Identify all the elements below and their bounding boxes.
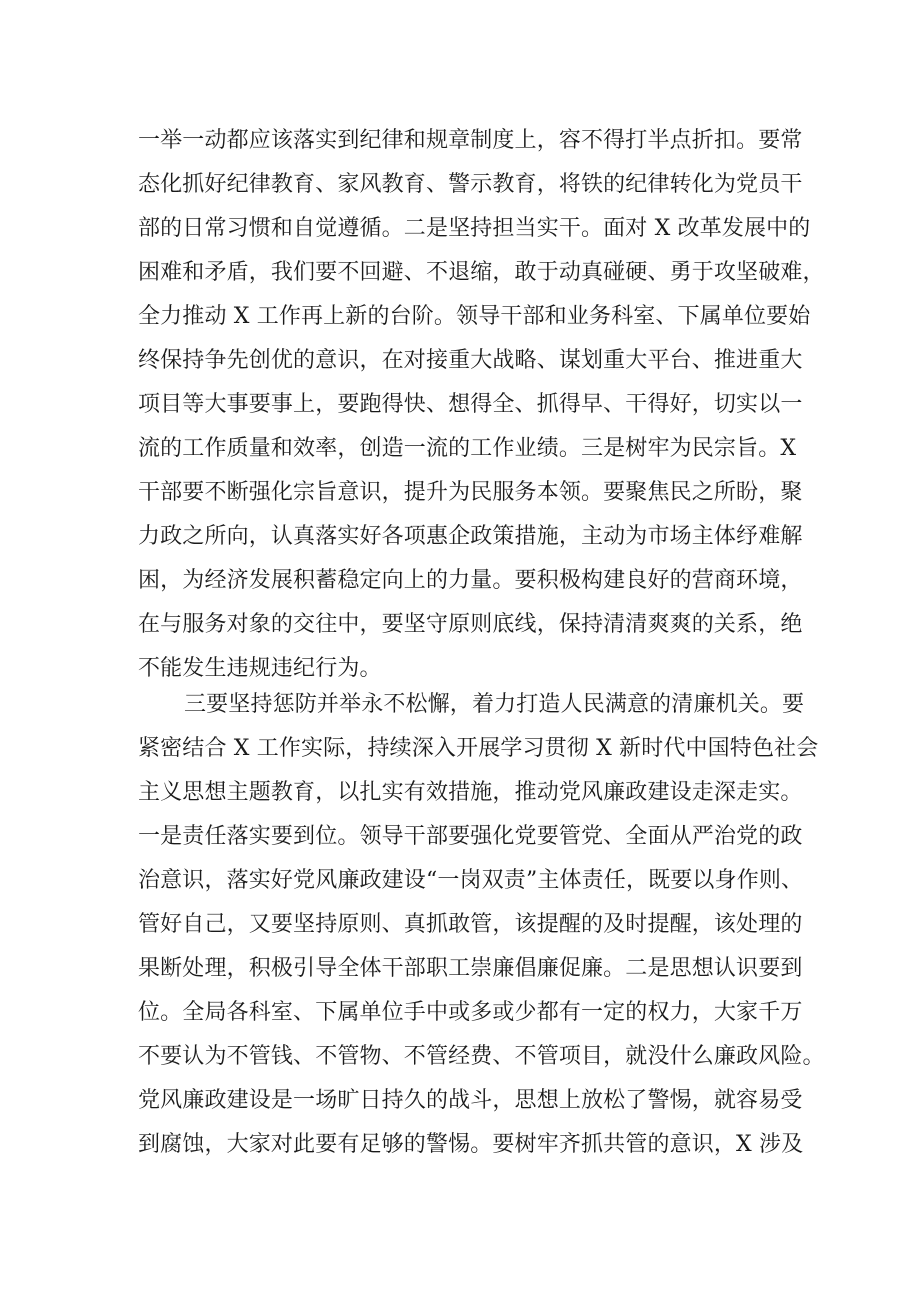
text-line: 到腐蚀，大家对此要有足够的警惕。要树牢齐抓共管的意识，X 涉及 [138,1132,804,1157]
text-line: 力政之所向，认真落实好各项惠企政策措施，主动为市场主体纾难解 [138,524,803,549]
text-line: 终保持争先创优的意识，在对接重大战略、谋划重大平台、推进重大 [138,348,803,373]
text-line: 流的工作质量和效率，创造一流的工作业绩。三是树牢为民宗旨。X [138,436,797,461]
text-line: 不要认为不管钱、不管物、不管经费、不管项目，就没什么廉政风险。 [138,1044,825,1069]
text-line: 一是责任落实要到位。领导干部要强化党要管党、全面从严治党的政 [138,824,803,849]
text-line-indented: 三要坚持惩防并举永不松懈，着力打造人民满意的清廉机关。要 [184,692,805,717]
text-line: 项目等大事要事上，要跑得快、想得全、抓得早、干得好，切实以一 [138,392,803,417]
text-line: 紧密结合 X 工作实际，持续深入开展学习贯彻 X 新时代中国特色社会 [138,736,819,761]
text-line: 困，为经济发展积蓄稳定向上的力量。要积极构建良好的营商环境， [138,568,803,593]
text-line: 部的日常习惯和自觉遵循。二是坚持担当实干。面对 X 改革发展中的 [138,216,811,241]
paragraph-2 [138,683,825,1167]
text-line: 态化抓好纪律教育、家风教育、警示教育，将铁的纪律转化为党员干 [138,172,803,197]
text-line: 困难和矛盾，我们要不回避、不退缩，敢于动真碰硬、勇于攻坚破难， [138,260,825,285]
text-line: 管好自己，又要坚持原则、真抓敢管，该提醒的及时提醒，该处理的 [138,912,803,937]
text-line: 全力推动 X 工作再上新的台阶。领导干部和业务科室、下属单位要始 [138,304,811,329]
text-line: 在与服务对象的交往中，要坚守原则底线，保持清清爽爽的关系，绝 [138,612,803,637]
text-line: 治意识，落实好党风廉政建设“一岗双责”主体责任，既要以身作则、 [138,868,804,893]
text-line: 果断处理，积极引导全体干部职工崇廉倡廉促廉。二是思想认识要到 [138,956,803,981]
text-line: 不能发生违规违纪行为。 [138,656,382,681]
text-line: 干部要不断强化宗旨意识，提升为民服务本领。要聚焦民之所盼，聚 [138,480,803,505]
text-line: 一举一动都应该落实到纪律和规章制度上，容不得打半点折扣。要常 [138,128,803,153]
paragraph-1 [138,119,825,691]
text-line: 位。全局各科室、下属单位手中或多或少都有一定的权力，大家千万 [138,1000,803,1025]
text-line: 党风廉政建设是一场旷日持久的战斗，思想上放松了警惕，就容易受 [138,1088,803,1113]
text-line: 主义思想主题教育，以扎实有效措施，推动党风廉政建设走深走实。 [138,780,803,805]
